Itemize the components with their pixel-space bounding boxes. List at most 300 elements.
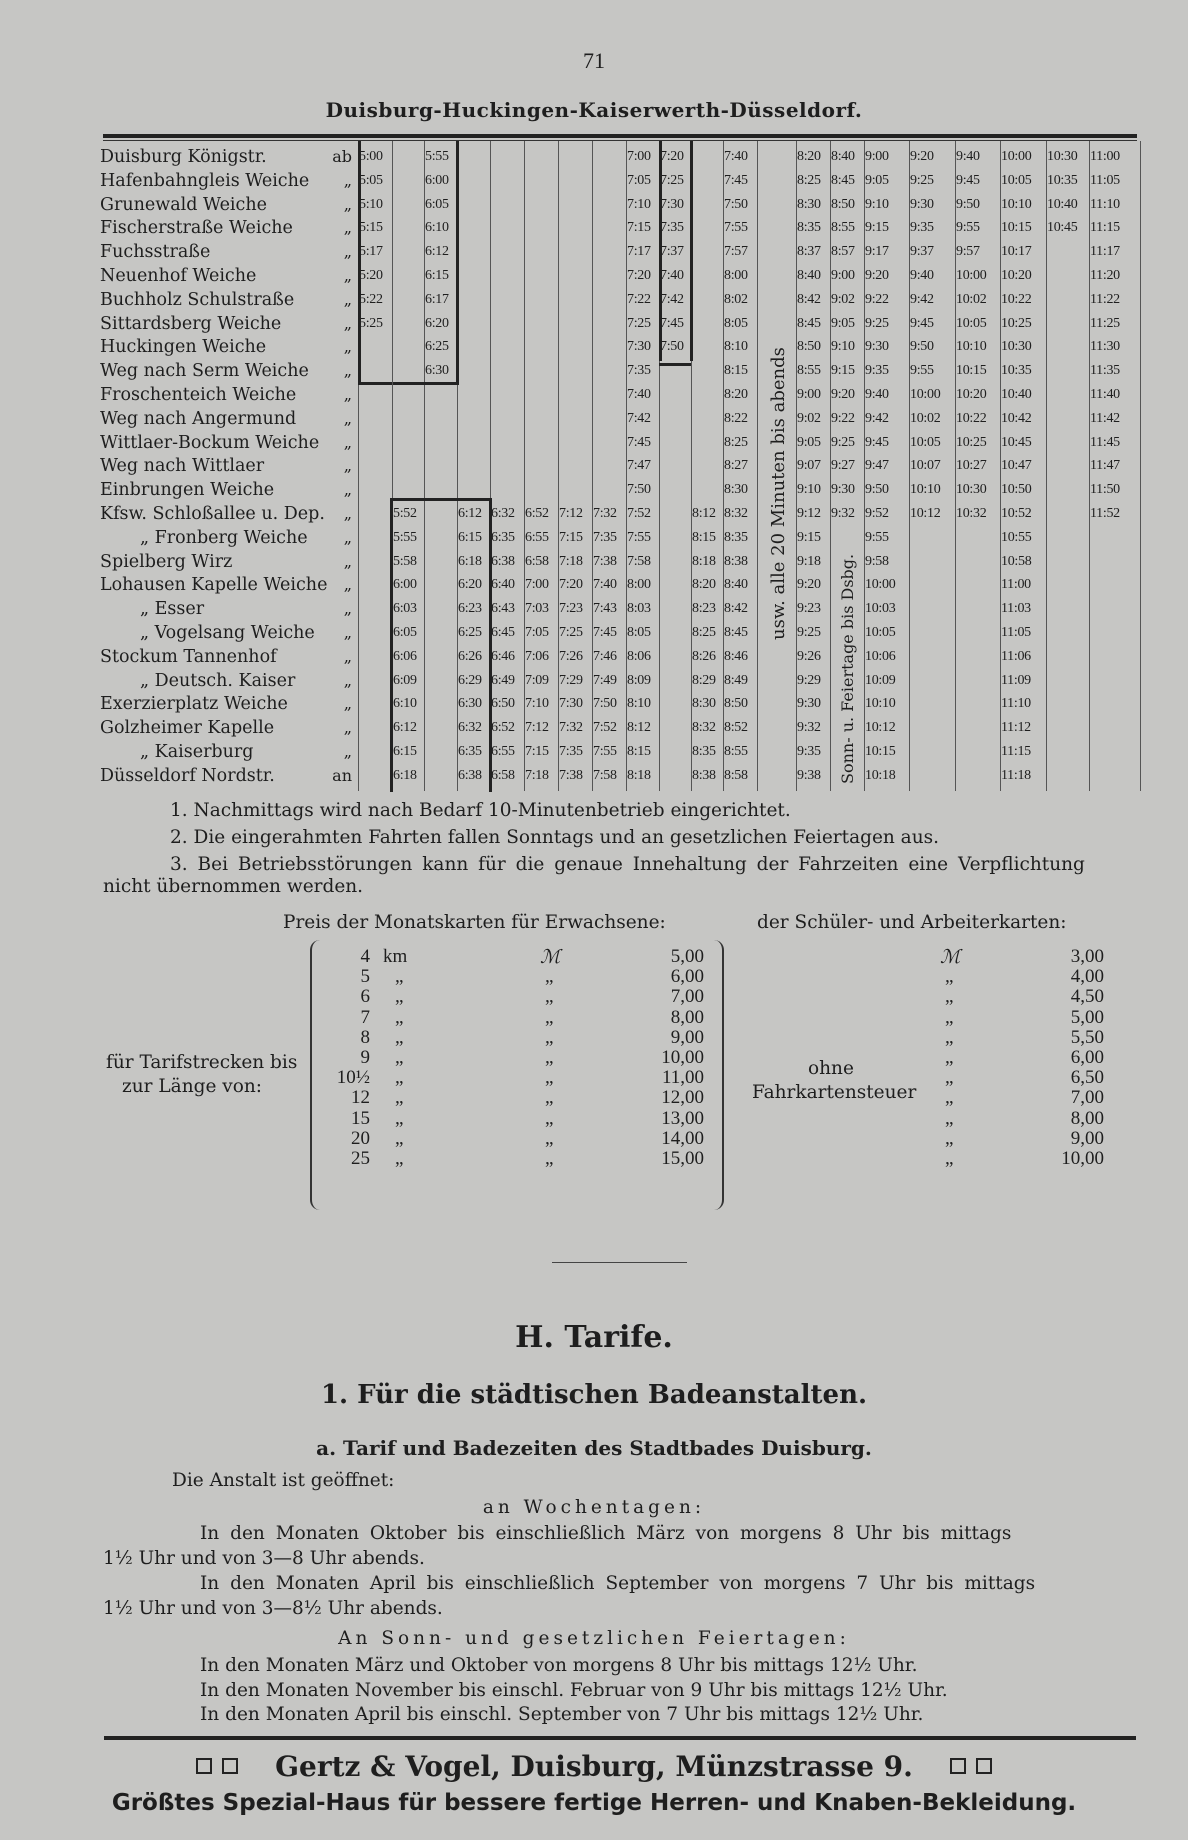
- departure-time: 6:17: [425, 291, 449, 307]
- departure-time: 7:26: [559, 648, 583, 664]
- departure-time: 5:00: [359, 149, 383, 164]
- ditto-mark: „: [395, 1047, 404, 1068]
- departure-time: 9:25: [797, 625, 821, 640]
- departure-time: 6:15: [458, 529, 482, 545]
- departure-time: 11:25: [1090, 315, 1120, 331]
- departure-time: 6:49: [491, 672, 515, 688]
- station-mark: „: [343, 385, 352, 404]
- departure-time: 6:32: [458, 720, 482, 736]
- departure-time: 8:03: [627, 601, 651, 617]
- station-mark: „: [343, 646, 352, 666]
- ditto-mark: „: [945, 966, 954, 988]
- departure-time: 9:45: [865, 434, 889, 450]
- departure-time: 7:55: [627, 529, 651, 545]
- departure-time: 9:22: [831, 410, 855, 426]
- departure-time: 9:52: [865, 506, 889, 521]
- departure-time: 10:17: [1001, 244, 1032, 260]
- station-name: Fuchsstraße: [100, 242, 211, 263]
- tariff-distance: 12: [351, 1087, 370, 1109]
- departure-time: 8:27: [724, 458, 748, 474]
- station-row: [100, 288, 358, 312]
- station-mark: ab: [332, 147, 352, 166]
- departure-time: 8:26: [692, 648, 716, 664]
- departure-time: 10:30: [956, 482, 987, 498]
- body-line: In den Monaten April bis einschließlich September von morgens 7 Uhr bis mittags: [200, 1573, 1036, 1594]
- departure-time: 10:47: [1001, 458, 1032, 474]
- departure-time: 9:50: [865, 482, 889, 498]
- departure-time: 8:40: [724, 577, 748, 593]
- departure-time: 10:15: [865, 744, 896, 759]
- station-name: Spielberg Wirz: [100, 551, 233, 572]
- departure-time: 7:42: [660, 291, 684, 307]
- departure-time: 9:35: [910, 220, 934, 236]
- adult-price: 13,00: [661, 1107, 704, 1129]
- ditto-mark: „: [945, 1047, 954, 1068]
- departure-time: 9:25: [910, 172, 934, 188]
- departure-time: 8:52: [724, 720, 748, 736]
- departure-time: 7:45: [660, 315, 684, 331]
- departure-time: 6:29: [458, 672, 482, 688]
- right-brace: [712, 940, 724, 1210]
- column-divider: [757, 141, 758, 791]
- departure-time: 8:55: [831, 220, 855, 236]
- ditto-mark: „: [395, 1006, 404, 1028]
- departure-time: 11:05: [1001, 625, 1031, 640]
- departure-time: 9:45: [910, 315, 934, 331]
- departure-time: 8:30: [724, 482, 748, 498]
- departure-time: 9:37: [910, 244, 934, 260]
- price-label-line2: zur Länge von:: [122, 1076, 263, 1097]
- ditto-mark: „: [395, 1067, 404, 1089]
- advert-line-2: Größtes Spezial-Haus für bessere fertige Herren- und Knaben-Bekleidung.: [111, 1790, 1077, 1816]
- departure-time: 8:38: [692, 767, 716, 783]
- departure-time: 7:55: [593, 744, 617, 759]
- body-line: In den Monaten März und Oktober von morgens 8 Uhr bis mittags 12½ Uhr.: [200, 1655, 918, 1676]
- departure-time: 11:47: [1090, 458, 1120, 474]
- departure-time: 11:15: [1090, 220, 1120, 236]
- departure-time: 9:32: [797, 720, 821, 736]
- departure-time: 8:32: [724, 506, 748, 521]
- departure-time: 7:03: [525, 601, 549, 617]
- departure-time: 7:35: [627, 363, 651, 379]
- station-name: „ Esser: [140, 599, 205, 620]
- departure-time: 9:42: [910, 291, 934, 307]
- departure-time: 8:35: [692, 744, 716, 759]
- ditto-mark: „: [395, 986, 404, 1008]
- station-mark: „: [343, 742, 352, 761]
- student-price: 6,00: [1070, 1047, 1104, 1068]
- departure-time: 8:50: [724, 696, 748, 712]
- ditto-mark: „: [395, 1127, 404, 1149]
- departure-time: 7:35: [660, 220, 684, 236]
- station-row: [100, 454, 358, 478]
- station-name: „ Vogelsang Weiche: [140, 623, 315, 643]
- departure-time: 9:02: [797, 410, 821, 426]
- departure-time: 8:20: [797, 149, 821, 164]
- departure-time: 6:15: [425, 268, 449, 283]
- departure-time: 9:05: [831, 315, 855, 331]
- departure-time: 5:55: [425, 149, 449, 164]
- student-price: 3,00: [1070, 946, 1104, 967]
- departure-time: 7:57: [724, 244, 748, 260]
- station-row: [100, 692, 358, 716]
- station-row: [100, 359, 358, 383]
- departure-time: 6:20: [425, 315, 449, 331]
- station-mark: „: [343, 527, 352, 547]
- departure-time: 6:58: [491, 767, 515, 783]
- station-name: Grunewald Weiche: [100, 194, 267, 215]
- departure-time: 7:18: [559, 553, 583, 569]
- departure-time: 8:49: [724, 672, 748, 688]
- price-middle-line2: Fahrkartensteuer: [752, 1082, 917, 1103]
- departure-time: 10:18: [865, 767, 896, 783]
- departure-time: 8:35: [724, 529, 748, 545]
- ditto-mark: „: [395, 1107, 404, 1129]
- departure-time: 10:52: [1001, 506, 1032, 521]
- departure-time: 6:18: [393, 767, 417, 783]
- departure-time: 9:30: [910, 196, 934, 212]
- station-name: Lohausen Kapelle Weiche: [100, 575, 328, 596]
- departure-time: 6:50: [491, 696, 515, 712]
- station-name: Golzheimer Kapelle: [100, 718, 275, 739]
- departure-time: 10:10: [865, 696, 896, 712]
- station-name: Duisburg Königstr.: [100, 147, 267, 167]
- student-price: 8,00: [1070, 1107, 1104, 1129]
- departure-time: 10:35: [1001, 363, 1032, 379]
- ditto-mark: „: [395, 1148, 404, 1169]
- station-row: [100, 335, 358, 359]
- departure-time: 10:05: [956, 315, 987, 331]
- station-name: Weg nach Wittlaer: [100, 456, 265, 477]
- departure-time: 10:45: [1001, 434, 1032, 450]
- station-mark: „: [343, 170, 352, 190]
- departure-time: 6:06: [393, 648, 417, 664]
- departure-time: 10:15: [956, 363, 987, 379]
- departure-time: 8:05: [627, 625, 651, 640]
- station-mark: an: [332, 765, 352, 785]
- departure-time: 9:23: [797, 601, 821, 617]
- station-row: [100, 550, 358, 574]
- departure-time: 7:45: [724, 172, 748, 188]
- departure-time: 6:18: [458, 553, 482, 569]
- departure-time: 11:10: [1090, 196, 1120, 212]
- page-number: 71: [583, 48, 605, 73]
- departure-time: 7:40: [627, 387, 651, 402]
- station-mark: „: [343, 408, 352, 428]
- departure-time: 10:25: [1001, 315, 1032, 331]
- departure-time: 8:20: [692, 577, 716, 593]
- departure-time: 10:15: [1001, 220, 1032, 236]
- departure-time: 9:15: [865, 220, 889, 236]
- departure-time: 7:18: [525, 767, 549, 783]
- station-row: [100, 264, 358, 288]
- station-row: [100, 431, 358, 455]
- departure-time: 8:25: [797, 172, 821, 188]
- departure-time: 6:35: [458, 744, 482, 759]
- ditto-mark: „: [545, 1067, 554, 1089]
- departure-time: 5:20: [359, 268, 383, 283]
- departure-time: 9:00: [831, 268, 855, 283]
- departure-time: 6:25: [425, 339, 449, 355]
- departure-time: 9:05: [865, 172, 889, 188]
- tariff-distance: 20: [351, 1127, 370, 1149]
- departure-time: 9:05: [797, 434, 821, 450]
- departure-time: 11:00: [1090, 149, 1120, 164]
- station-row: [100, 216, 358, 240]
- departure-time: 7:43: [593, 601, 617, 617]
- departure-time: 9:25: [831, 434, 855, 450]
- departure-time: 7:20: [627, 268, 651, 283]
- departure-time: 8:45: [724, 625, 748, 640]
- footnote-1: 1. Nachmittags wird nach Bedarf 10-Minutenbetrieb eingerichtet.: [170, 800, 791, 821]
- section-title: H. Tarife.: [515, 1320, 673, 1355]
- departure-time: 8:25: [724, 434, 748, 450]
- station-mark: „: [343, 670, 352, 690]
- adult-price: 9,00: [670, 1026, 704, 1048]
- departure-time: 9:27: [831, 458, 855, 474]
- student-price: 10,00: [1061, 1148, 1104, 1169]
- rotated-note-holidays: Sonn- u. Feiertage bis Dsbg.: [838, 553, 857, 784]
- departure-time: 5:15: [359, 220, 383, 236]
- adult-price: 8,00: [670, 1006, 704, 1028]
- departure-time: 9:40: [910, 268, 934, 283]
- departure-time: 7:10: [525, 696, 549, 712]
- station-name: „ Fronberg Weiche: [140, 527, 308, 548]
- departure-time: 6:25: [458, 625, 482, 640]
- departure-time: 9:40: [865, 387, 889, 402]
- departure-time: 11:15: [1001, 744, 1031, 759]
- station-mark: „: [343, 504, 352, 523]
- station-name: Weg nach Angermund: [100, 408, 297, 429]
- body-line: In den Monaten November bis einschl. Februar von 9 Uhr bis mittags 12½ Uhr.: [200, 1680, 948, 1701]
- station-name: Neuenhof Weiche: [100, 266, 257, 286]
- departure-time: 6:40: [491, 577, 515, 593]
- departure-time: 10:27: [956, 458, 987, 474]
- departure-time: 10:05: [865, 625, 896, 640]
- departure-time: 10:25: [956, 434, 987, 450]
- departure-time: 9:26: [797, 648, 821, 664]
- price-label-line1: für Tarifstrecken bis: [106, 1052, 298, 1073]
- departure-time: 9:40: [956, 149, 980, 164]
- student-price: 4,00: [1070, 966, 1104, 988]
- timetable-title: Duisburg-Huckingen-Kaiserwerth-Düsseldorf.: [325, 98, 863, 122]
- adult-price: 7,00: [670, 986, 704, 1008]
- station-name: „ Kaiserburg: [140, 742, 254, 762]
- student-price: 6,50: [1070, 1067, 1104, 1089]
- departure-time: 10:32: [956, 506, 987, 521]
- departure-time: 7:52: [627, 506, 651, 521]
- footnote-2: 2. Die eingerahmten Fahrten fallen Sonntags und an gesetzlichen Feiertagen aus.: [170, 827, 940, 848]
- departure-time: 10:40: [1001, 387, 1032, 402]
- body-line: 1½ Uhr und von 3—8 Uhr abends.: [103, 1548, 425, 1569]
- departure-time: 6:20: [458, 577, 482, 593]
- departure-time: 10:20: [956, 387, 987, 402]
- departure-time: 10:02: [956, 291, 987, 307]
- station-row: [100, 716, 358, 740]
- departure-time: 8:25: [692, 625, 716, 640]
- departure-time: 6:10: [425, 220, 449, 236]
- departure-time: 9:10: [865, 196, 889, 212]
- departure-time: 9:35: [865, 363, 889, 379]
- departure-time: 10:20: [1001, 268, 1032, 283]
- departure-time: 7:50: [660, 339, 684, 355]
- departure-time: 7:50: [724, 196, 748, 212]
- title-rule-thin: [103, 140, 1137, 141]
- departure-time: 9:15: [831, 363, 855, 379]
- station-row: [100, 312, 358, 336]
- station-name: Huckingen Weiche: [100, 337, 267, 358]
- station-name: Stockum Tannenhof: [100, 646, 277, 667]
- departure-time: 8:30: [692, 696, 716, 712]
- body-line: an Wochentagen:: [482, 1497, 706, 1518]
- station-row: [100, 740, 358, 764]
- station-mark: „: [343, 242, 352, 262]
- departure-time: 9:18: [797, 553, 821, 569]
- departure-time: 10:10: [956, 339, 987, 355]
- left-brace: [310, 940, 322, 1210]
- station-row: [100, 407, 358, 431]
- departure-time: 10:09: [865, 672, 896, 688]
- departure-time: 7:00: [627, 149, 651, 164]
- body-line: 1½ Uhr und von 3—8½ Uhr abends.: [103, 1598, 443, 1619]
- rotated-note-interval: usw. alle 20 Minuten bis abends: [768, 347, 789, 640]
- departure-time: 6:32: [491, 506, 515, 521]
- tariff-distance: 10½: [336, 1067, 370, 1089]
- station-mark: „: [343, 218, 352, 238]
- tariff-distance: 4: [360, 946, 370, 967]
- departure-time: 9:47: [865, 458, 889, 474]
- departure-time: 11:42: [1090, 410, 1120, 426]
- departure-time: 7:15: [525, 744, 549, 759]
- departure-time: 6:12: [393, 720, 417, 736]
- departure-time: 8:15: [724, 363, 748, 379]
- square-ornament-icon: [222, 1758, 238, 1774]
- departure-time: 7:52: [593, 720, 617, 736]
- departure-time: 5:10: [359, 196, 383, 212]
- station-row: [100, 669, 358, 693]
- price-heading-students: der Schüler- und Arbeiterkarten:: [757, 912, 1067, 933]
- square-ornament-icon: [976, 1758, 992, 1774]
- departure-time: 10:35: [1047, 172, 1078, 188]
- departure-time: 9:10: [831, 339, 855, 355]
- departure-time: 7:40: [724, 149, 748, 164]
- station-mark: „: [343, 337, 352, 357]
- departure-time: 7:47: [627, 458, 651, 474]
- currency-mark: ℳ: [540, 947, 561, 968]
- student-price: 4,50: [1070, 986, 1104, 1008]
- station-name: Buchholz Schulstraße: [100, 289, 295, 310]
- departure-time: 9:50: [910, 339, 934, 355]
- departure-time: 6:12: [458, 506, 482, 521]
- departure-time: 10:45: [1047, 220, 1078, 236]
- departure-time: 7:45: [593, 625, 617, 640]
- departure-time: 5:52: [393, 506, 417, 521]
- framed-trips-inner: [358, 141, 393, 385]
- departure-time: 7:29: [559, 672, 583, 688]
- departure-time: 8:38: [724, 553, 748, 569]
- departure-time: 7:25: [559, 625, 583, 640]
- adult-price: 15,00: [661, 1148, 704, 1169]
- ditto-mark: „: [545, 1127, 554, 1149]
- departure-time: 5:58: [393, 553, 417, 569]
- departure-time: 10:07: [910, 458, 941, 474]
- departure-time: 6:55: [491, 744, 515, 759]
- tariff-distance: 8: [360, 1026, 370, 1048]
- departure-time: 9:55: [910, 363, 934, 379]
- departure-time: 8:45: [831, 172, 855, 188]
- departure-time: 6:05: [425, 196, 449, 212]
- departure-time: 9:25: [865, 315, 889, 331]
- departure-time: 11:10: [1001, 696, 1031, 712]
- departure-time: 8:00: [627, 577, 651, 593]
- departure-time: 8:37: [797, 244, 821, 260]
- departure-time: 9:20: [910, 149, 934, 164]
- departure-time: 10:30: [1047, 149, 1078, 164]
- adult-price: 14,00: [661, 1127, 704, 1149]
- departure-time: 10:00: [865, 577, 896, 593]
- body-line: In den Monaten Oktober bis einschließlich März von morgens 8 Uhr bis mittags: [200, 1523, 1012, 1544]
- station-mark: „: [343, 694, 352, 714]
- departure-time: 11:17: [1090, 244, 1120, 260]
- departure-time: 6:12: [425, 244, 449, 260]
- price-heading-adults: Preis der Monatskarten für Erwachsene:: [283, 912, 666, 933]
- departure-time: 8:05: [724, 315, 748, 331]
- departure-time: 7:58: [593, 767, 617, 783]
- departure-time: 7:40: [593, 577, 617, 593]
- departure-time: 11:20: [1090, 268, 1120, 283]
- departure-time: 10:00: [1001, 149, 1032, 164]
- ditto-mark: „: [545, 1006, 554, 1028]
- departure-time: 11:35: [1090, 363, 1120, 379]
- departure-time: 7:37: [660, 244, 684, 260]
- ditto-mark: „: [945, 1087, 954, 1109]
- departure-time: 8:55: [724, 744, 748, 759]
- departure-time: 11:45: [1090, 434, 1120, 450]
- station-row: [100, 621, 358, 645]
- station-name: Exerzierplatz Weiche: [100, 694, 288, 715]
- student-price: 5,00: [1070, 1006, 1104, 1028]
- departure-time: 8:02: [724, 291, 748, 307]
- framed-trips-box: [390, 498, 492, 792]
- departure-time: 11:06: [1001, 648, 1031, 664]
- departure-time: 10:05: [910, 434, 941, 450]
- departure-time: 9:50: [956, 196, 980, 212]
- departure-time: 7:05: [627, 172, 651, 188]
- square-ornament-icon: [196, 1758, 212, 1774]
- departure-time: 6:35: [491, 529, 515, 545]
- tariff-distance: 25: [351, 1148, 370, 1169]
- departure-time: 10:05: [1001, 172, 1032, 188]
- departure-time: 8:50: [797, 339, 821, 355]
- departure-time: 9:30: [865, 339, 889, 355]
- departure-time: 7:49: [593, 672, 617, 688]
- departure-time: 10:06: [865, 648, 896, 664]
- departure-time: 10:12: [910, 506, 941, 521]
- ditto-mark: „: [545, 1026, 554, 1048]
- departure-time: 7:30: [627, 339, 651, 355]
- departure-time: 9:58: [865, 553, 889, 569]
- departure-time: 7:40: [660, 268, 684, 283]
- ditto-mark: „: [545, 1087, 554, 1109]
- departure-time: 7:20: [559, 577, 583, 593]
- departure-time: 6:00: [393, 577, 417, 593]
- ditto-mark: „: [945, 1107, 954, 1129]
- station-mark: „: [343, 194, 352, 214]
- departure-time: 9:17: [865, 244, 889, 260]
- departure-time: 11:40: [1090, 387, 1120, 402]
- departure-time: 9:55: [865, 529, 889, 545]
- station-row: [100, 526, 358, 550]
